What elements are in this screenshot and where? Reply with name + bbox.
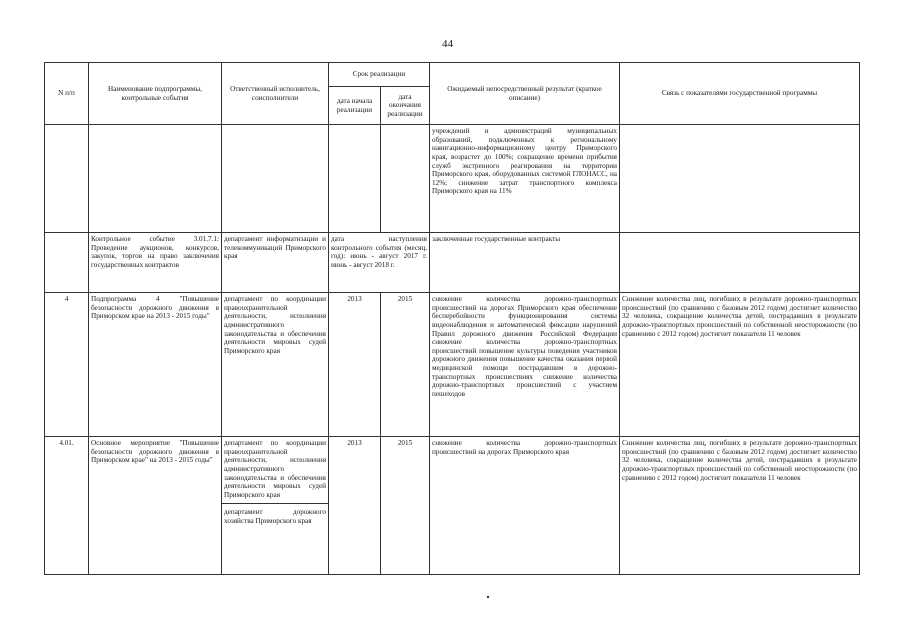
header-link: Связь с показателями государственной программы [620,63,860,125]
row-name [89,125,222,233]
row-name: Основное мероприятие "Повышение безопасности дорожного движения в Приморском крае" на 2013 - 2015 годы" [89,437,222,575]
row-num [45,125,89,233]
row-num: 4 [45,293,89,437]
program-table [44,62,860,575]
header-responsible: Ответственный исполнитель, соисполнители [222,63,329,125]
row-start [329,125,381,233]
row-responsible: департамент по координации правоохранительной деятельности, исполнения административного законодательства и обеспечения деятельности мировых судей Приморского края [224,439,326,499]
row-responsible: департамент по координации правоохранительной деятельности, исполнения административного законодательства и обеспечения деятельности мировых судей Приморского края [222,293,329,437]
row-result: учреждений и администраций муниципальных образований, подключенных к региональному навигационно-информационному центру Приморского края, возрастет до 100%; сокращение времени прибытия служб экстренного реагирования на территории Приморского края, оборудованных системой ГЛОНАСС, на 12%; снижение затрат транспортного комплекса Приморского края на 11% [430,125,620,233]
row-responsible [222,125,329,233]
row-result: заключенные государственные контракты [430,233,620,293]
table-row [45,437,860,575]
page-number: 44 [442,38,453,50]
row-result: снижение количества дорожно-транспортных происшествий на дорогах Приморского края [430,437,620,575]
header-result: Ожидаемый непосредственный результат (краткое описание) [430,63,620,125]
table-row [45,293,860,437]
table-row [45,233,860,293]
header-end: дата окончания реализации [381,87,430,125]
row-start: 2013 [329,437,381,575]
header-num: N п/п [45,63,89,125]
row-responsible: департамент информатизации и телекоммуникаций Приморского края [222,233,329,293]
page-mark [487,596,489,598]
row-end: 2015 [381,293,430,437]
row-link: Снижение количества лиц, погибших в результате дорожно-транспортных происшествий (по сравнению с базовым 2012 годом) достигнет количество 32 человека, сокращение количества детей, пострадавших в результате дорожно-транспортных происшествий по собственной неосторожности (по сравнению с 2012 годом) достигнет показателя 11 человек [620,293,860,437]
header-start: дата начала реализации [329,87,381,125]
row-num: 4.01. [45,437,89,575]
row-end: 2015 [381,437,430,575]
row-result: снижение количества дорожно-транспортных происшествий на дорогах Приморского края обеспечение бесперебойности функционирования системы видеонаблюдения и автоматической фиксации нарушений Правил дорожного движения Российской Федерации снижение количества дорожно-транспортных происшествий повышение культуры поведения участников дорожного движения повышение качества оказания первой медицинской помощи пострадавшим в дорожно-транспортных происшествиях снижение количества дорожно-транспортных происшествий с участием пешеходов [430,293,620,437]
row-name: Контрольное событие 3.01.7.1: Проведение аукционов, конкурсов, закупок, торгов на право заключения государственных контрактов [89,233,222,293]
header-term: Срок реализации [329,63,430,87]
row-link [620,125,860,233]
row-link [620,233,860,293]
row-start: 2013 [329,293,381,437]
row-start: дата наступления контрольного события (месяц, год): июнь - август 2017 г. июнь - август 2018 г. [329,233,430,293]
row-name: Подпрограмма 4 "Повышение безопасности дорожного движения в Приморском крае на 2013 - 2015 годы" [89,293,222,437]
row-responsible-second: департамент дорожного хозяйства Приморского края [222,503,328,525]
header-name: Наименование подпрограммы, контрольные события [89,63,222,125]
row-end [381,125,430,233]
row-link: Снижение количества лиц, погибших в результате дорожно-транспортных происшествий (по сравнению с базовым 2012 годом) достигнет количество 32 человека, сокращение количества детей, пострадавших в результате дорожно-транспортных происшествий по собственной неосторожности (по сравнению с 2012 годом) достигнет показателя 11 человек [620,437,860,575]
row-responsible-cell [222,437,329,575]
table-row [45,125,860,233]
row-num [45,233,89,293]
